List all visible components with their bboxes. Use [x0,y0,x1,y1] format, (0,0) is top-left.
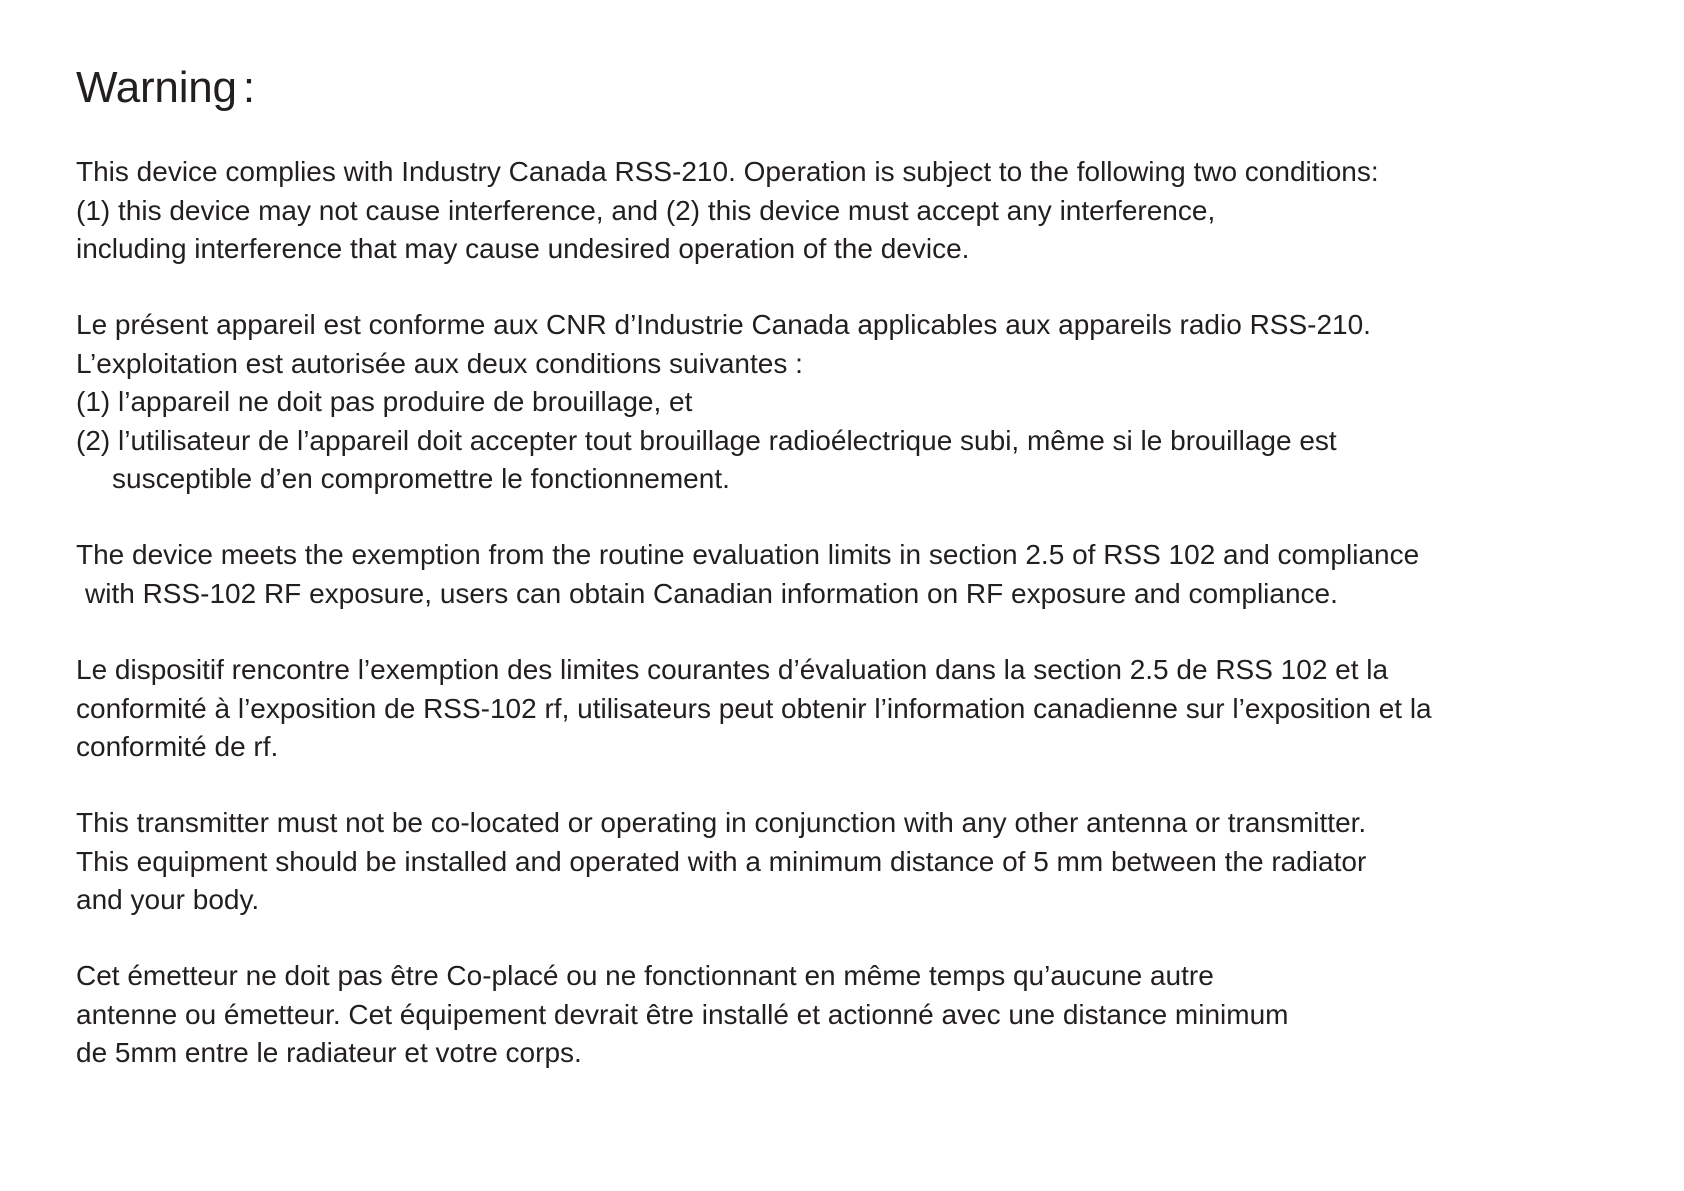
paragraph-line: de 5mm entre le radiateur et votre corps. [76,1037,582,1068]
paragraph-ic-rss210-english [76,153,1379,269]
paragraph-line: and your body. [76,884,260,915]
paragraph-line: This device complies with Industry Canada RSS-210. Operation is subject to the following two conditions: [76,156,1379,187]
paragraph-colocation-english [76,804,1366,920]
paragraph-line: conformité de rf. [76,731,279,762]
paragraph-line: (2) l’utilisateur de l’appareil doit accepter tout brouillage radioélectrique subi, même si le brouillage est [76,424,1337,456]
paragraph-line: susceptible d’en compromettre le fonctionnement. [112,463,730,494]
paragraph-line: antenne ou émetteur. Cet équipement devrait être installé et actionné avec une distance minimum [76,998,1289,1030]
title-text: Warning [76,63,237,112]
paragraph-line: (1) l’appareil ne doit pas produire de brouillage, et [76,386,693,417]
paragraph-line: This equipment should be installed and operated with a minimum distance of 5 mm between the radiator [76,845,1367,877]
paragraph-line: The device meets the exemption from the routine evaluation limits in section 2.5 of RSS 102 and compliance [76,539,1420,570]
title-colon: : [242,63,255,112]
paragraph-line: conformité à l’exposition de RSS-102 rf, utilisateurs peut obtenir l’information canadienne sur l’exposition et la [76,692,1432,724]
paragraph-line: L’exploitation est autorisée aux deux conditions suivantes : [76,347,803,379]
paragraph-ic-rss210-french [76,306,1371,499]
paragraph-line: Cet émetteur ne doit pas être Co-placé ou ne fonctionnant en même temps qu’aucune autre [76,960,1214,991]
paragraph-line: Le dispositif rencontre l’exemption des limites courantes d’évaluation dans la section 2.5 de RSS 102 et la [76,654,1389,685]
paragraph-line: This transmitter must not be co-located or operating in conjunction with any other antenna or transmitter. [76,807,1367,838]
paragraph-rss102-french [76,651,1432,767]
paragraph-colocation-french [76,957,1289,1073]
paragraph-line: with RSS-102 RF exposure, users can obtain Canadian information on RF exposure and compliance. [85,577,1338,609]
paragraph-line: Le présent appareil est conforme aux CNR d’Industrie Canada applicables aux appareils radio RSS-210. [76,309,1371,340]
paragraph-line: (1) this device may not cause interference, and (2) this device must accept any interference, [76,194,1216,226]
page-title [76,58,255,118]
paragraph-rss102-english [76,536,1419,613]
paragraph-line: including interference that may cause undesired operation of the device. [76,233,970,264]
